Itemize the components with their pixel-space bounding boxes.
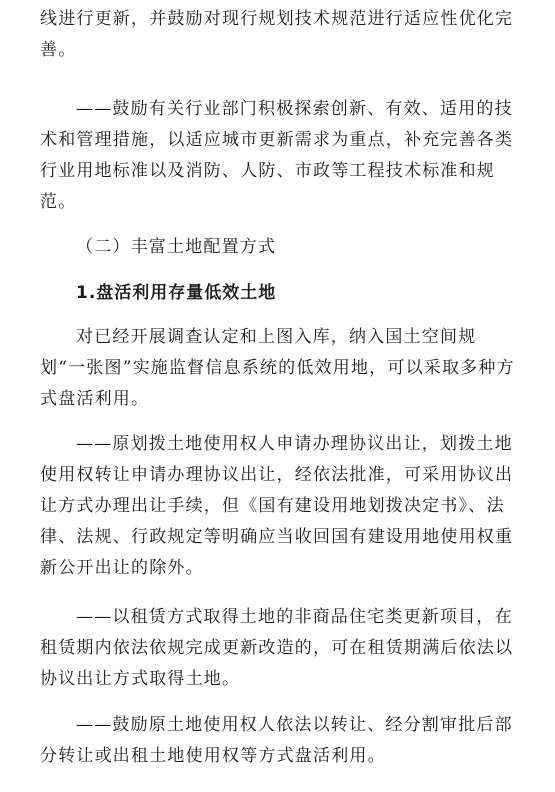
paragraph-leased-land-renewal: ——以租赁方式取得土地的非商品住宅类更新项目，在租赁期内依法依规完成更新改造的，可在租赁期满后依法以协议出让方式取得土地。 xyxy=(40,607,514,689)
paragraph-planning-standards-continued: 线进行更新，并鼓励对现行规划技术规范进行适应性优化完善。 xyxy=(40,9,514,60)
paragraph-inefficient-land-reuse: 对已经开展调查认定和上图入库，纳入国土空间规划“一张图”实施监督信息系统的低效用地，可以采取多种方式盘活利用。 xyxy=(40,327,515,409)
subsection-heading-inefficient-land: 1.盘活利用存量低效土地 xyxy=(76,283,277,303)
paragraph-industry-standards: ——鼓励有关行业部门积极探索创新、有效、适用的技术和管理措施，以适应城市更新需求为重点，补充完善各类行业用地标准以及消防、人防、市政等工程技术标准和规范。 xyxy=(40,99,514,212)
paragraph-allocated-land-transfer: ——原划拨土地使用权人申请办理协议出让，划拨土地使用权转让申请办理协议出让，经依法批准，可采用协议出让方式办理出让手续，但《国有建设用地划拨决定书》、法律、法规、行政规定等明确应当收回国有建设用地使用权重新公开出让的除外。 xyxy=(40,434,514,578)
paragraph-original-user-transfer: ——鼓励原土地使用权人依法以转让、经分割审批后部分转让或出租土地使用权等方式盘活利用。 xyxy=(40,715,513,766)
section-heading-land-allocation: （二）丰富土地配置方式 xyxy=(76,237,277,257)
